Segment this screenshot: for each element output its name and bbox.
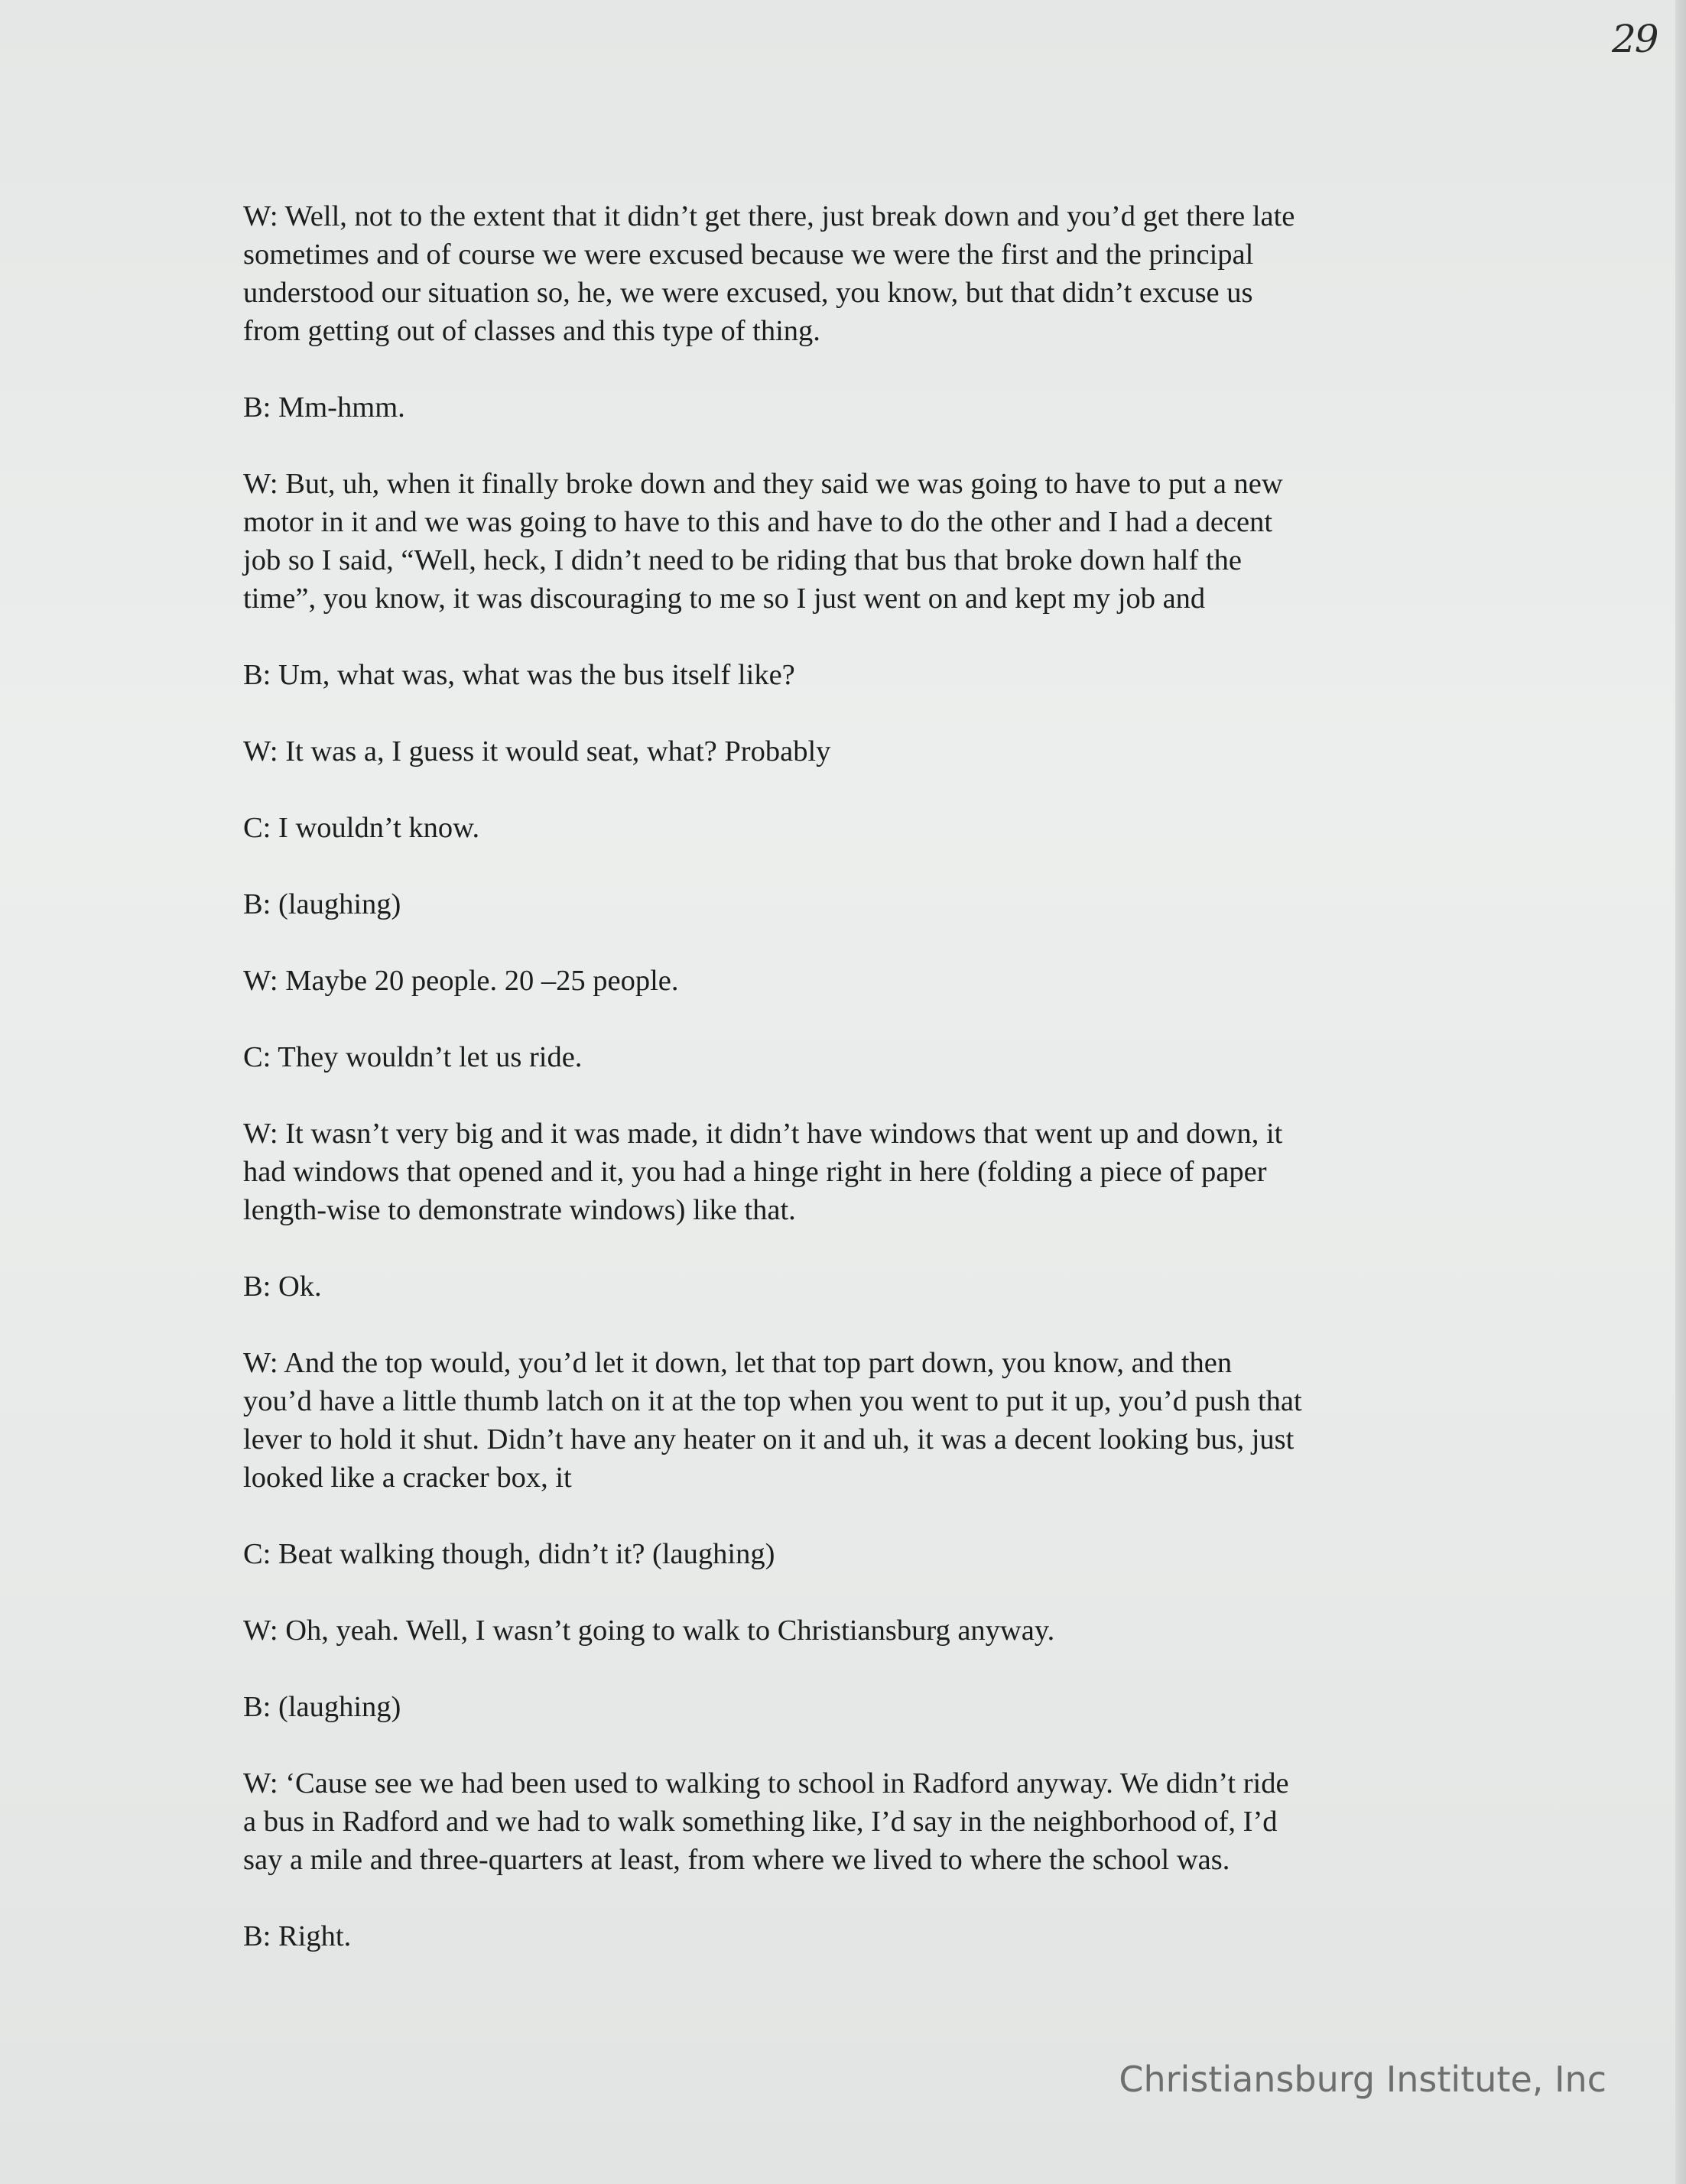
transcript-line: B: (laughing) — [243, 888, 401, 920]
page-number: 29 — [1612, 17, 1658, 61]
transcript-paragraph — [243, 1688, 1497, 1726]
transcript-line: W: It was a, I guess it would seat, what? Probably — [243, 735, 831, 767]
transcript-paragraph — [243, 1267, 1497, 1306]
transcript-line: B: Um, what was, what was the bus itself like? — [243, 659, 795, 691]
transcript-line: motor in it and we was going to have to this and have to do the other and I had a decent — [243, 506, 1273, 538]
transcript-line: C: Beat walking though, didn’t it? (laughing) — [243, 1538, 775, 1570]
transcript-line: understood our situation so, he, we were excused, you know, but that didn’t excuse us — [243, 277, 1253, 309]
transcript-line: C: They wouldn’t let us ride. — [243, 1041, 583, 1073]
transcript-line: W: Well, not to the extent that it didn’t get there, just break down and you’d get there late — [243, 200, 1295, 232]
transcript-line: B: Ok. — [243, 1270, 322, 1303]
transcript-paragraph — [243, 1115, 1497, 1229]
transcript-line: a bus in Radford and we had to walk something like, I’d say in the neighborhood of, I’d — [243, 1806, 1278, 1838]
transcript-paragraph — [243, 1535, 1497, 1573]
transcript-paragraph — [243, 1917, 1497, 1955]
transcript-line: W: And the top would, you’d let it down, let that top part down, you know, and then — [243, 1347, 1233, 1379]
transcript-line: W: Maybe 20 people. 20 –25 people. — [243, 965, 679, 997]
transcript-line: lever to hold it shut. Didn’t have any heater on it and uh, it was a decent looking bus, just — [243, 1423, 1295, 1455]
transcript-paragraph — [243, 197, 1497, 350]
watermark: Christiansburg Institute, Inc — [1119, 2059, 1606, 2100]
transcript-line: had windows that opened and it, you had a hinge right in here (folding a piece of paper — [243, 1156, 1267, 1188]
transcript-body — [243, 197, 1497, 1994]
transcript-paragraph — [243, 809, 1497, 847]
transcript-paragraph — [243, 962, 1497, 1000]
transcript-line: W: But, uh, when it finally broke down and they said we was going to have to put a new — [243, 468, 1283, 500]
transcript-paragraph — [243, 732, 1497, 771]
transcript-line: looked like a cracker box, it — [243, 1462, 572, 1494]
transcript-line: length-wise to demonstrate windows) like that. — [243, 1194, 796, 1226]
transcript-paragraph — [243, 656, 1497, 694]
transcript-line: W: It wasn’t very big and it was made, it didn’t have windows that went up and down, it — [243, 1118, 1283, 1150]
transcript-line: you’d have a little thumb latch on it at the top when you went to put it up, you’d push that — [243, 1385, 1302, 1417]
transcript-line: B: (laughing) — [243, 1691, 401, 1723]
transcript-line: B: Mm-hmm. — [243, 391, 405, 423]
transcript-line: from getting out of classes and this type of thing. — [243, 315, 820, 347]
transcript-paragraph — [243, 1764, 1497, 1879]
transcript-line: job so I said, “Well, heck, I didn’t need to be riding that bus that broke down half the — [243, 544, 1242, 576]
transcript-line: C: I wouldn’t know. — [243, 812, 480, 844]
transcript-paragraph — [243, 885, 1497, 923]
transcript-paragraph — [243, 465, 1497, 618]
transcript-line: B: Right. — [243, 1920, 352, 1952]
transcript-paragraph — [243, 1344, 1497, 1497]
transcript-paragraph — [243, 1611, 1497, 1650]
transcript-line: W: Oh, yeah. Well, I wasn’t going to walk to Christiansburg anyway. — [243, 1614, 1055, 1647]
transcript-line: say a mile and three-quarters at least, from where we lived to where the school was. — [243, 1844, 1230, 1876]
page-edge — [1675, 0, 1686, 2184]
transcript-line: time”, you know, it was discouraging to me so I just went on and kept my job and — [243, 583, 1206, 615]
transcript-paragraph — [243, 388, 1497, 427]
transcript-line: sometimes and of course we were excused because we were the first and the principal — [243, 239, 1254, 271]
transcript-paragraph — [243, 1038, 1497, 1076]
transcript-line: W: ‘Cause see we had been used to walking to school in Radford anyway. We didn’t ride — [243, 1767, 1289, 1799]
